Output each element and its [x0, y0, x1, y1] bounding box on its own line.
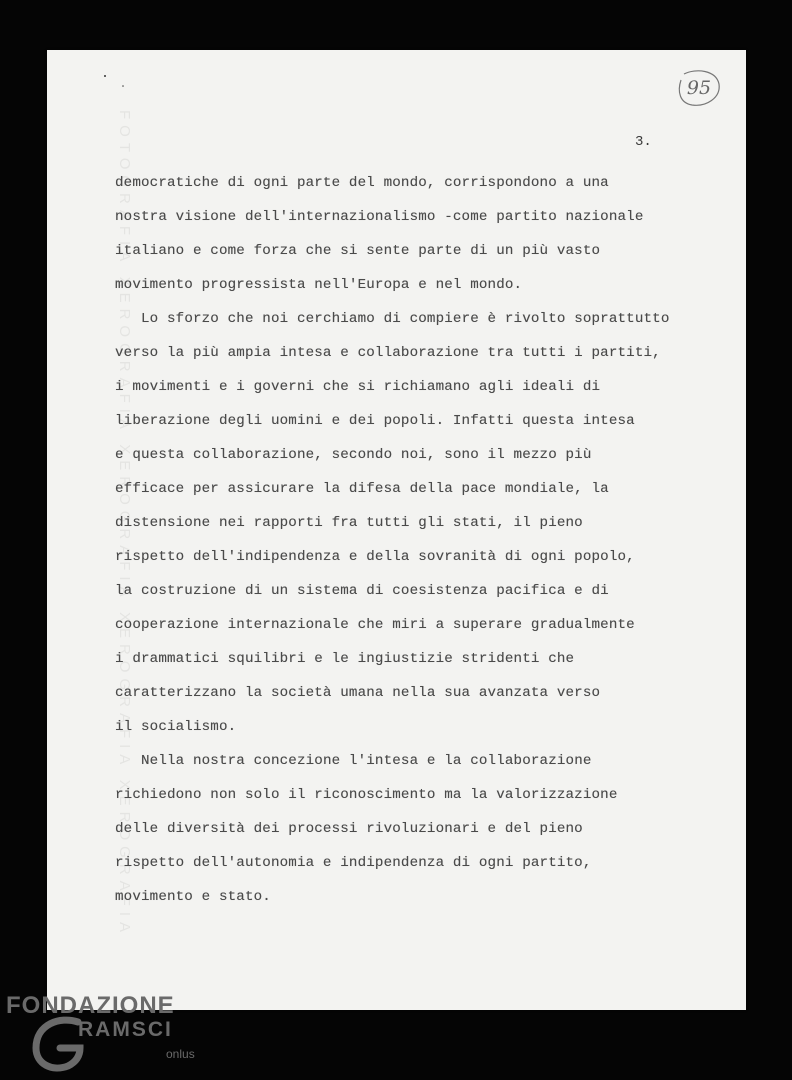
text-line: caratterizzano la società umana nella sua avanzata verso — [115, 685, 601, 701]
logo-text-gramsci: RAMSCI — [78, 1018, 173, 1041]
text-line: italiano e come forza che si sente parte di un più vasto — [115, 243, 601, 259]
text-line: rispetto dell'autonomia e indipendenza di ogni partito, — [115, 855, 592, 871]
archive-page-number: 95 — [686, 77, 712, 99]
text-line: cooperazione internazionale che miri a superare gradualmente — [115, 617, 635, 633]
text-line: richiedono non solo il riconoscimento ma la valorizzazione — [115, 787, 618, 803]
text-line: movimento e stato. — [115, 889, 271, 905]
text-line: la costruzione di un sistema di coesistenza pacifica e di — [115, 583, 609, 599]
page-number: 3. — [635, 134, 652, 150]
logo-text-fondazione: FONDAZIONE — [6, 992, 175, 1019]
text-line: il socialismo. — [115, 719, 237, 735]
text-line: distensione nei rapporti fra tutti gli stati, il pieno — [115, 515, 583, 531]
text-line: i movimenti e i governi che si richiamano agli ideali di — [115, 379, 601, 395]
text-line: i drammatici squilibri e le ingiustizie stridenti che — [115, 651, 575, 667]
logo-text-onlus: onlus — [166, 1047, 195, 1061]
text-line: e questa collaborazione, secondo noi, sono il mezzo più — [115, 447, 592, 463]
text-line: rispetto dell'indipendenza e della sovranità di ogni popolo, — [115, 549, 635, 565]
typewritten-text — [115, 166, 735, 914]
text-line: movimento progressista nell'Europa e nel mondo. — [115, 277, 523, 293]
text-line: verso la più ampia intesa e collaborazione tra tutti i partiti, — [115, 345, 661, 361]
text-line: Nella nostra concezione l'intesa e la collaborazione — [141, 753, 592, 769]
xerography-watermark: FOTOGRAFIA XEROGRAFIA XEROGRAFIA XEROGRAFIA XEROGRAFIA — [116, 110, 133, 938]
text-line: democratiche di ogni parte del mondo, corrispondono a una — [115, 175, 609, 191]
document-sheet — [47, 50, 746, 1010]
text-line: liberazione degli uomini e dei popoli. Infatti questa intesa — [115, 413, 635, 429]
fondazione-gramsci-logo — [0, 992, 200, 1080]
text-line: efficace per assicurare la difesa della pace mondiale, la — [115, 481, 609, 497]
text-line: nostra visione dell'internazionalismo -come partito nazionale — [115, 209, 644, 225]
text-line: Lo sforzo che noi cerchiamo di compiere è rivolto soprattutto — [141, 311, 670, 327]
text-line: delle diversità dei processi rivoluzionari e del pieno — [115, 821, 583, 837]
